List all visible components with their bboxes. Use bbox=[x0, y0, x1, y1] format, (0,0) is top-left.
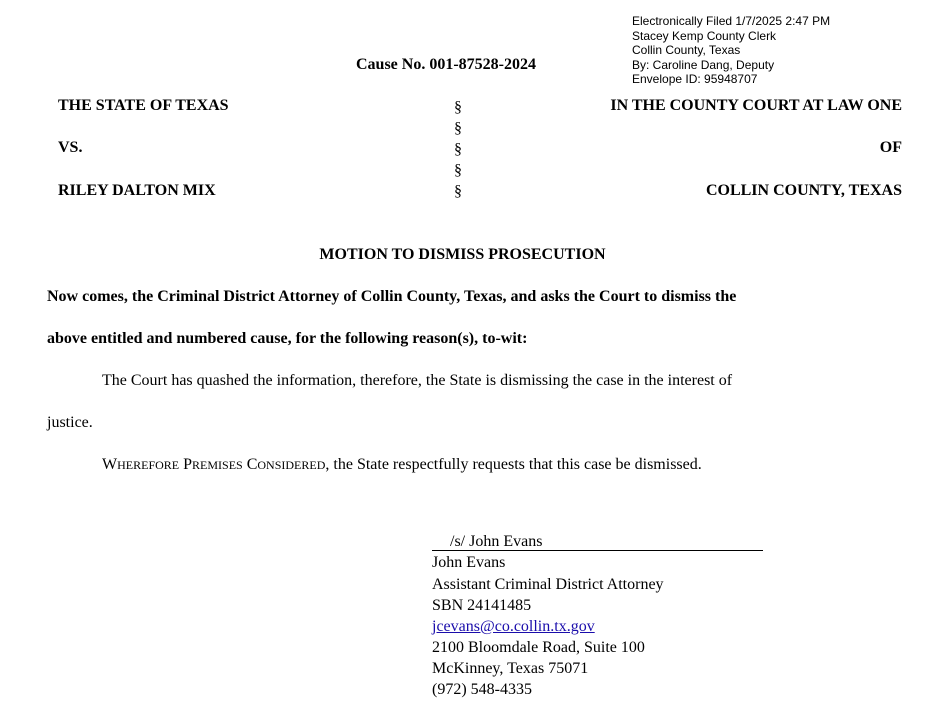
email-link[interactable]: jcevans@co.collin.tx.gov bbox=[432, 618, 595, 635]
signer-phone: (972) 548-4335 bbox=[432, 681, 532, 698]
smallcaps-rest: HEREFORE bbox=[117, 458, 180, 472]
signer-name: John Evans bbox=[432, 554, 506, 571]
section-symbol: § bbox=[454, 99, 462, 116]
section-symbol: § bbox=[454, 141, 462, 158]
wherefore-text: , the State respectfully requests that this case be dismissed. bbox=[325, 456, 702, 473]
signature-line bbox=[432, 533, 763, 551]
section-symbol: § bbox=[454, 162, 462, 179]
cause-number: Cause No. 001-87528-2024 bbox=[356, 56, 536, 73]
section-symbol: § bbox=[454, 183, 462, 200]
filing-stamp-line: Collin County, Texas bbox=[632, 43, 741, 57]
smallcaps-rest: ONSIDERED bbox=[257, 458, 326, 472]
smallcaps-initial: P bbox=[183, 456, 193, 473]
smallcaps-initial: W bbox=[102, 456, 118, 473]
caption-court: IN THE COUNTY COURT AT LAW ONE bbox=[610, 97, 902, 114]
caption-versus: VS. bbox=[58, 139, 83, 156]
electronic-signature: /s/ John Evans bbox=[450, 533, 543, 550]
section-symbol: § bbox=[454, 120, 462, 137]
caption-plaintiff: THE STATE OF TEXAS bbox=[58, 97, 229, 114]
intro-line: Now comes, the Criminal District Attorney of Collin County, Texas, and asks the Court to dismiss the bbox=[47, 288, 737, 305]
wherefore-clause bbox=[102, 456, 702, 474]
reason-line: justice. bbox=[47, 414, 93, 431]
signer-address-line: McKinney, Texas 75071 bbox=[432, 660, 589, 677]
caption-county: COLLIN COUNTY, TEXAS bbox=[705, 182, 902, 199]
signer-bar-number: SBN 24141485 bbox=[432, 597, 532, 614]
intro-line: above entitled and numbered cause, for the following reason(s), to-wit: bbox=[47, 330, 528, 347]
section-symbol-column bbox=[452, 97, 464, 202]
motion-title: MOTION TO DISMISS PROSECUTION bbox=[319, 246, 606, 263]
signer-email-row bbox=[432, 618, 595, 636]
smallcaps-rest: REMISES bbox=[192, 458, 243, 472]
reason-line: The Court has quashed the information, therefore, the State is dismissing the case in the interest of bbox=[102, 372, 733, 389]
smallcaps-initial: C bbox=[246, 456, 258, 473]
caption-of: OF bbox=[879, 139, 902, 156]
caption-defendant: RILEY DALTON MIX bbox=[58, 182, 216, 199]
filing-stamp-line: Stacey Kemp County Clerk bbox=[632, 28, 777, 43]
signer-address-line: 2100 Bloomdale Road, Suite 100 bbox=[432, 639, 645, 656]
filing-stamp-line: Envelope ID: 95948707 bbox=[632, 72, 758, 86]
filing-stamp-line: By: Caroline Dang, Deputy bbox=[632, 57, 775, 72]
filing-stamp-line: Electronically Filed 1/7/2025 2:47 PM bbox=[632, 14, 831, 28]
filing-stamp bbox=[632, 14, 830, 87]
signer-title: Assistant Criminal District Attorney bbox=[432, 576, 664, 593]
